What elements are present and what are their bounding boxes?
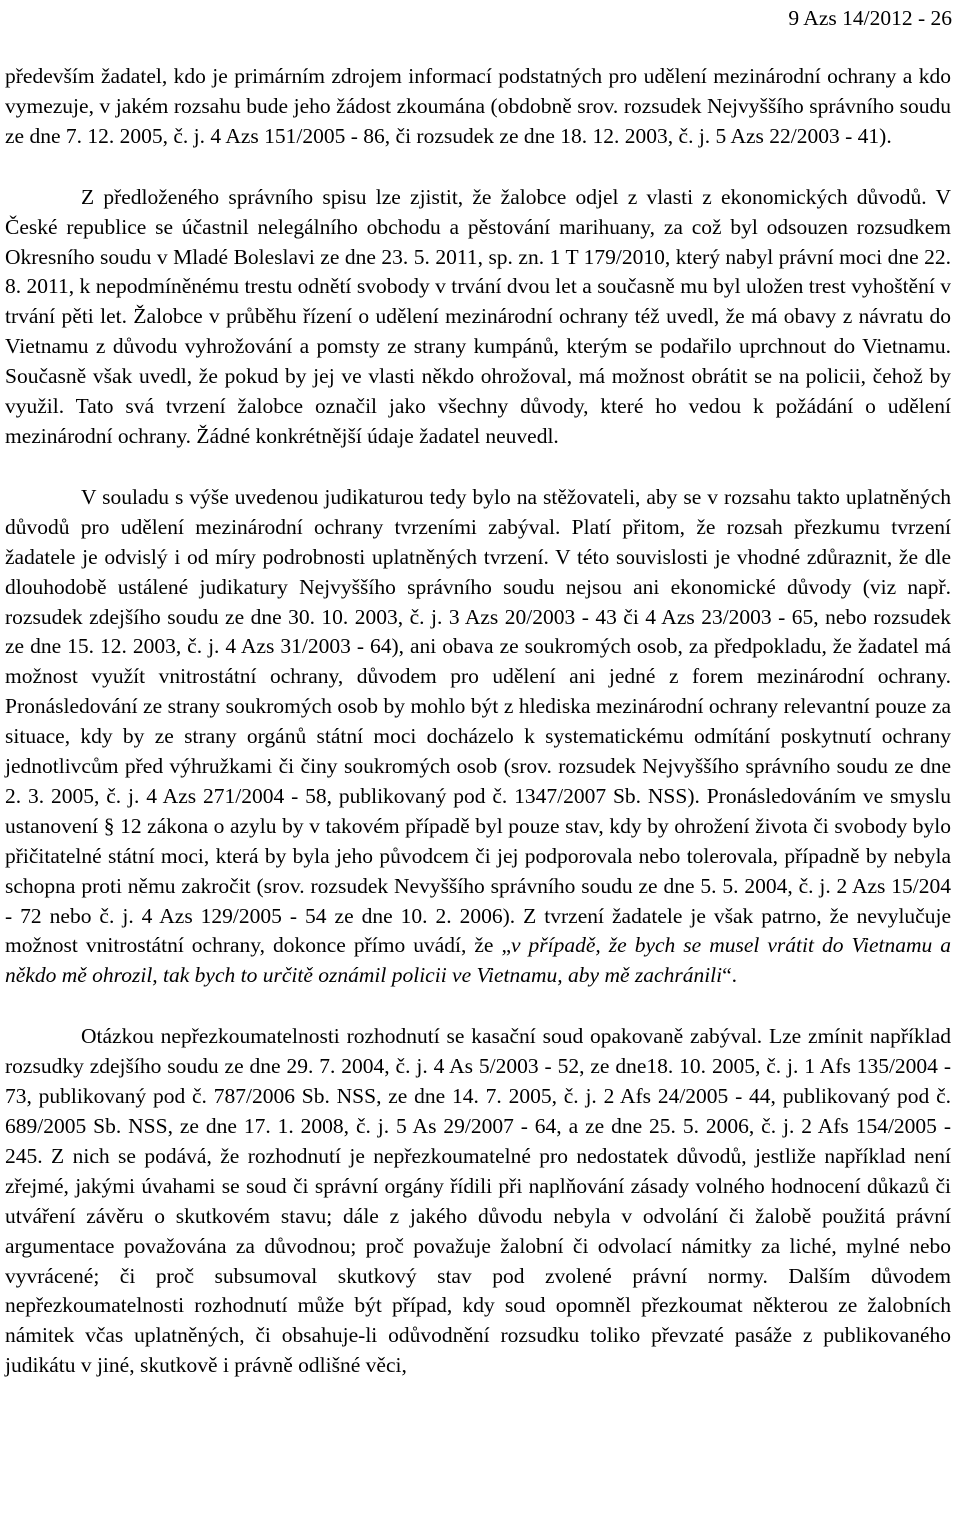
paragraph-2: Z předloženého správního spisu lze zjistit, že žalobce odjel z vlasti z ekonomických důvodů. V České republice se účastnil nelegálního obchodu a pěstování marihuany, za což byl odsouzen rozsudkem Okresního soudu v Mladé Boleslavi ze dne 23. 5. 2011, sp. zn. 1 T 179/2010, který nabyl právní moci dne 22. 8. 2011, k nepodmíněnému trestu odnětí svobody v trvání dvou let a současně mu byl uložen trest vyhoštění v trvání pěti let. Žalobce v průběhu řízení o udělení mezinárodní ochrany též uvedl, že má obavy z návratu do Vietnamu z důvodu vyhrožování a pomsty ze strany kumpánů, kterým se podařilo uprchnout do Vietnamu. Současně však uvedl, že pokud by jej ve vlasti někdo ohrožoval, má možnost obrátit se na policii, čehož by využil. Tato svá tvrzení žalobce označil jako všechny důvody, které ho vedou k požádání o udělení mezinárodní ochrany. Žádné konkrétnější údaje žadatel neuvedl. [5, 184, 951, 448]
paragraph-1: především žadatel, kdo je primárním zdrojem informací podstatných pro udělení mezinárodní ochrany a kdo vymezuje, v jakém rozsahu bude jeho žádost zkoumána (obdobně srov. rozsudek Nejvyššího správního soudu ze dne 7. 12. 2005, č. j. 4 Azs 151/2005 - 86, či rozsudek ze dne 18. 12. 2003, č. j. 5 Azs 22/2003 - 41). [5, 64, 951, 148]
paragraph-3-text-middle: 12 zákona o azylu by v takovém případě byl pouze stav, kdy by ohrožení života či svobody bylo přičitatelné státní moci, která by byla jeho původcem či jej podporovala nebo tolerovala, případně by nebyla schopna proti němu zakročit (srov. rozsudek Nevyššího správního soudu ze dne 5. 5. 2004, č. j. 2 Azs 15/204 - 72 nebo č. j. 4 Azs 129/2005 - 54 ze dne 10. 2. 2006). Z tvrzení žadatele je však patrno, že nevylučuje možnost vnitrostátní ochrany, dokonce přímo uvádí, že „ [5, 813, 952, 958]
paragraph-3-text-before: V souladu s výše uvedenou judikaturou tedy bylo na stěžovateli, aby se v rozsahu takto uplatněných důvodů pro udělení mezinárodní ochrany tvrzeními zabýval. Platí přitom, že rozsah přezkumu tvrzení žadatele je odvislý i od míry podrobnosti uplatněných tvrzení. V této souvislosti je vhodné zdůraznit, že dle dlouhodobě ustálené judikatury Nejvyššího správního soudu nejsou ani ekonomické důvody (viz např. rozsudek zdejšího soudu ze dne 30. 10. 2003, č. j. 3 Azs 20/2003 - 43 či 4 Azs 23/2003 - 65, nebo rozsudek ze dne 15. 12. 2003, č. j. 4 Azs 31/2003 - 64), ani obava ze soukromých osob, za předpokladu, že žadatel má možnost využít vnitrostátní ochrany, důvodem pro udělení ani jedné z forem mezinárodní ochrany. Pronásledování ze strany soukromých osob by mohlo být z hlediska mezinárodní ochrany relevantní pouze za situace, kdy by ze strany orgánů státní moci docházelo k systematickému odmítání poskytnutí ochrany jednotlivcům před výhružkami či činy soukromých osob (srov. rozsudek Nejvyššího správního soudu ze dne 2. 3. 2005, č. j. 4 Azs 271/2004 - 58, publikovaný pod č. 1347/2007 Sb. NSS). Pronásledováním ve smyslu ustanovení [5, 484, 951, 838]
quoted-statement: v případě, že bych se musel vrátit do Vietnamu a někdo mě ohrozil, tak bych to určitě oznámil policii ve Vietnamu, aby mě zachránili [5, 933, 952, 988]
paragraph-4: Otázkou nepřezkoumatelnosti rozhodnutí se kasační soud opakovaně zabýval. Lze zmínit například rozsudky zdejšího soudu ze dne 29. 7. 2004, č. j. 4 As 5/2003 - 52, ze dne18. 10. 2005, č. j. 1 Afs 135/2004 - 73, publikovaný pod č. 787/2006 Sb. NSS, ze dne 14. 7. 2005, č. j. 2 Afs 24/2005 - 44, publikovaný pod č. 689/2005 Sb. NSS, ze dne 17. 1. 2008, č. j. 5 As 29/2007 - 64, a ze dne 25. 5. 2006, č. j. 2 Afs 154/2005 - 245. Z nich se podává, že rozhodnutí je nepřezkoumatelné pro nedostatek důvodů, jestliže například není zřejmé, jakými úvahami se soud či správní orgány řídili při naplňování zásady volného hodnocení důkazů či utváření závěru o skutkovém stavu; dále z jakého důvodu nebyla v odvolání či žalobě použitá právní argumentace považována za důvodnou; proč považuje žalobní či odvolací námitky za liché, mylné nebo vyvrácené; či proč subsumoval skutkový stav pod zvolené právní normy. Dalším důvodem nepřezkoumatelnosti rozhodnutí může být případ, kdy soud opomněl přezkoumat některou ze žalobních námitek včas uplatněných, či obsahuje-li odůvodnění rozsudku toliko převzaté pasáže z publikovaného judikátu v jiné, skutkově i právně odlišné věci, [5, 1024, 951, 1378]
page-number: 9 Azs 14/2012 - 26 [788, 6, 952, 30]
paragraph-3 [5, 483, 951, 991]
section-sign: § [103, 813, 115, 838]
document-body [5, 62, 951, 1381]
paragraph-3-text-after: “. [722, 963, 738, 988]
